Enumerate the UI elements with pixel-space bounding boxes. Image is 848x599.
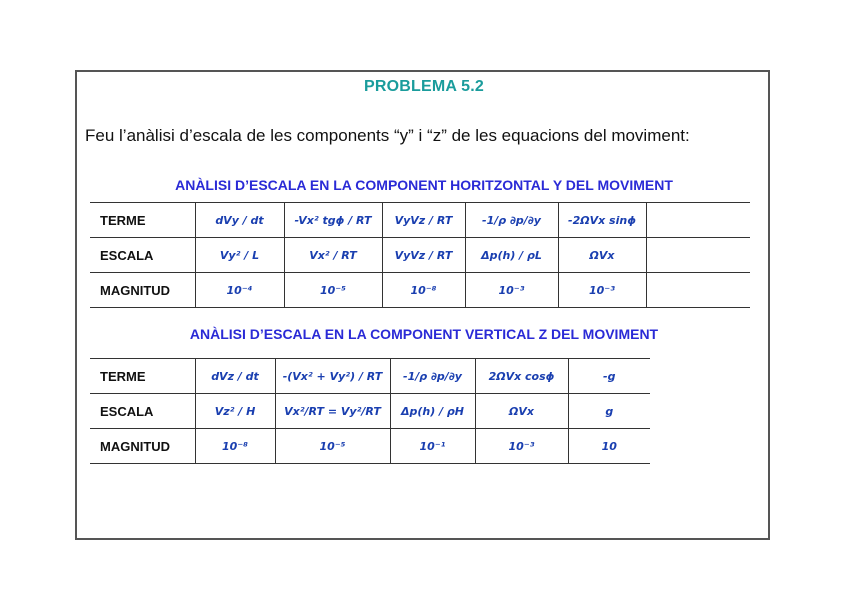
scale-cell: Vz² / H xyxy=(195,394,275,429)
term-cell xyxy=(646,203,750,238)
term-cell: -1/ρ ∂p/∂y xyxy=(390,359,475,394)
term-cell: -(Vx² + Vy²) / RT xyxy=(275,359,390,394)
problem-title: PROBLEMA 5.2 xyxy=(363,78,485,95)
scale-cell: ΩVx xyxy=(475,394,568,429)
row-label: ESCALA xyxy=(90,238,195,273)
table-row xyxy=(90,394,650,429)
scale-cell: VyVz / RT xyxy=(382,238,465,273)
row-label: TERME xyxy=(90,203,195,238)
row-label: ESCALA xyxy=(90,394,195,429)
problem-statement: Feu l’anàlisi d’escala de les components “y” i “z” de les equacions del moviment: xyxy=(85,126,690,145)
term-cell: dVy / dt xyxy=(195,203,284,238)
magnitude-cell: 10⁻⁴ xyxy=(195,273,284,308)
scale-cell: g xyxy=(568,394,650,429)
row-label: MAGNITUD xyxy=(90,429,195,464)
table-row xyxy=(90,238,750,273)
magnitude-cell: 10⁻¹ xyxy=(390,429,475,464)
magnitude-cell: 10 xyxy=(568,429,650,464)
scale-cell: Δp(h) / ρH xyxy=(390,394,475,429)
term-cell: dVz / dt xyxy=(195,359,275,394)
horizontal-analysis-table xyxy=(90,202,750,308)
magnitude-cell: 10⁻⁸ xyxy=(382,273,465,308)
scale-cell: Δp(h) / ρL xyxy=(465,238,558,273)
term-cell: -Vx² tgϕ / RT xyxy=(284,203,382,238)
magnitude-cell: 10⁻⁸ xyxy=(195,429,275,464)
term-cell: VyVz / RT xyxy=(382,203,465,238)
term-cell: 2ΩVx cosϕ xyxy=(475,359,568,394)
scale-cell: Vx² / RT xyxy=(284,238,382,273)
table-row xyxy=(90,359,650,394)
section2-heading: ANÀLISI D’ESCALA EN LA COMPONENT VERTICAL Z DEL MOVIMENT xyxy=(189,326,659,342)
scale-cell xyxy=(646,238,750,273)
table-row xyxy=(90,273,750,308)
term-cell: -g xyxy=(568,359,650,394)
table-row xyxy=(90,203,750,238)
section1-heading: ANÀLISI D’ESCALA EN LA COMPONENT HORITZONTAL Y DEL MOVIMENT xyxy=(175,177,673,193)
magnitude-cell: 10⁻³ xyxy=(475,429,568,464)
table-row xyxy=(90,429,650,464)
scale-cell: ΩVx xyxy=(558,238,646,273)
term-cell: -1/ρ ∂p/∂y xyxy=(465,203,558,238)
magnitude-cell: 10⁻⁵ xyxy=(275,429,390,464)
magnitude-cell xyxy=(646,273,750,308)
magnitude-cell: 10⁻³ xyxy=(558,273,646,308)
vertical-analysis-table xyxy=(90,358,650,464)
row-label: MAGNITUD xyxy=(90,273,195,308)
row-label: TERME xyxy=(90,359,195,394)
term-cell: -2ΩVx sinϕ xyxy=(558,203,646,238)
magnitude-cell: 10⁻⁵ xyxy=(284,273,382,308)
scale-cell: Vy² / L xyxy=(195,238,284,273)
scale-cell: Vx²/RT = Vy²/RT xyxy=(275,394,390,429)
magnitude-cell: 10⁻³ xyxy=(465,273,558,308)
